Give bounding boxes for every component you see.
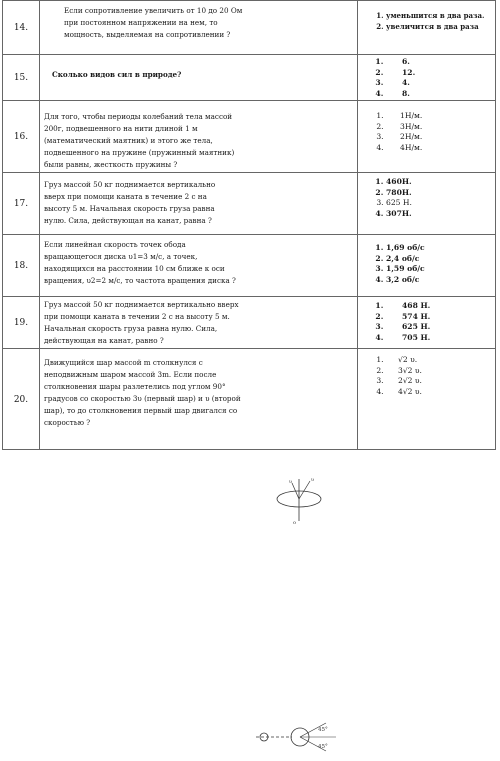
rotating-disk-figure — [270, 475, 328, 527]
question-row — [2, 348, 496, 750]
question-text-body: Груз массой 50 кг поднимается вертикально вверх при помощи каната в течение 2 с на высоту 5 м. Начальная скорость груза равна нулю. Сила, действующая на канат, равна ? — [44, 180, 216, 225]
answer-option: 1. 1,69 об/с — [386, 243, 489, 254]
answer-option: 2. 12. — [386, 68, 489, 79]
answer-option: 4. 4√2 υ. — [386, 387, 489, 398]
velocity-vector-2 — [299, 481, 310, 499]
question-number: 19. — [2, 297, 40, 349]
answer-option: 1. уменьшится в два раза. — [386, 11, 489, 22]
label-v2: υ — [311, 477, 315, 483]
answer-option: 2. 3√2 υ. — [386, 366, 489, 377]
answer-option: 1. 1Н/м. — [386, 111, 489, 122]
table-bottom-border — [2, 449, 496, 450]
answer-option: 3. 2Н/м. — [386, 132, 489, 143]
question-text-body: Если сопротивление увеличить от 10 до 20 Ом при постоянном напряжении на нем, то мощность, выделяемая на сопротивлении ? — [64, 6, 243, 39]
label-o: o — [293, 520, 297, 526]
question-text — [38, 297, 358, 349]
question-number: 14. — [2, 1, 40, 55]
answer-option: 4. 4Н/м. — [386, 143, 489, 154]
question-text-body: Сколько видов сил в природе? — [52, 70, 182, 79]
answer-option: 3. 625 Н. — [386, 322, 489, 333]
answer-option: 1. 460Н. — [386, 177, 489, 188]
answer-option: 2. 3Н/м. — [386, 122, 489, 133]
angle-label-bottom: 45° — [318, 744, 328, 750]
answers-cell — [358, 235, 496, 297]
answers-cell — [358, 349, 496, 450]
question-text-body: Если линейная скорость точек обода вращающегося диска υ1=3 м/с, а точек, находящихся на расстоянии 10 см ближе к оси вращения, υ2=2 м/с, то частота вращения диска ? — [44, 240, 236, 285]
question-text-body: Груз массой 50 кг поднимается вертикально вверх при помощи каната в течении 2 с на высоту 5 м. Начальная скорость груза равна нулю. Сила, действующая на канат, равно ? — [44, 300, 239, 345]
angle-label-top: 45° — [318, 727, 328, 733]
answers-cell — [358, 297, 496, 349]
answers-cell — [358, 1, 496, 55]
answer-option: 1. √2 υ. — [386, 355, 489, 366]
question-text-body: Движущийся шар массой m столкнулся с неподвижным шаром массой 3m. Если после столкновения шары разлетелись под углом 90° градусов со скоростью 3υ (первый шар) и υ (второй шар), то до столкновения первый шар двигался со скоростью ? — [44, 358, 241, 427]
question-text-body: Для того, чтобы периоды колебаний тела массой 200г, подвешенного на нити длиной 1 м (математический маятник) и этого же тела, подвешенного на пружине (пружинный маятник) были равны, жесткость пружины ? — [44, 112, 235, 169]
question-row — [2, 100, 496, 173]
answer-option: 3. 625 Н. — [386, 198, 489, 209]
answer-option: 2. 574 Н. — [386, 312, 489, 323]
question-row — [2, 296, 496, 349]
question-text — [38, 235, 358, 297]
answer-option: 4. 307Н. — [386, 209, 489, 220]
answer-option: 3. 1,59 об/с — [386, 264, 489, 275]
answer-option: 2. увеличится в два раза — [386, 22, 489, 33]
answer-option: 1. 468 Н. — [386, 301, 489, 312]
question-row — [2, 0, 496, 55]
question-number: 17. — [2, 173, 40, 235]
question-text — [38, 101, 358, 173]
label-v1: υ — [289, 479, 293, 485]
answers-cell — [358, 173, 496, 235]
question-number: 15. — [2, 55, 40, 101]
answer-option: 3. 4. — [386, 78, 489, 89]
answer-option: 3. 2√2 υ. — [386, 376, 489, 387]
question-number: 18. — [2, 235, 40, 297]
question-text — [38, 1, 358, 55]
answers-cell — [358, 101, 496, 173]
collision-figure — [252, 717, 340, 761]
question-number: 16. — [2, 101, 40, 173]
question-number: 20. — [2, 349, 40, 450]
answer-option: 2. 2,4 об/с — [386, 254, 489, 265]
answer-option: 1. 6. — [386, 57, 489, 68]
question-row — [2, 172, 496, 235]
question-text — [38, 173, 358, 235]
answer-option: 4. 705 Н. — [386, 333, 489, 344]
answer-option: 2. 780Н. — [386, 188, 489, 199]
answer-option: 4. 3,2 об/с — [386, 275, 489, 286]
answer-option: 4. 8. — [386, 89, 489, 100]
answers-cell — [358, 55, 496, 101]
question-row — [2, 54, 496, 101]
question-text — [38, 349, 358, 450]
question-text — [38, 55, 358, 101]
